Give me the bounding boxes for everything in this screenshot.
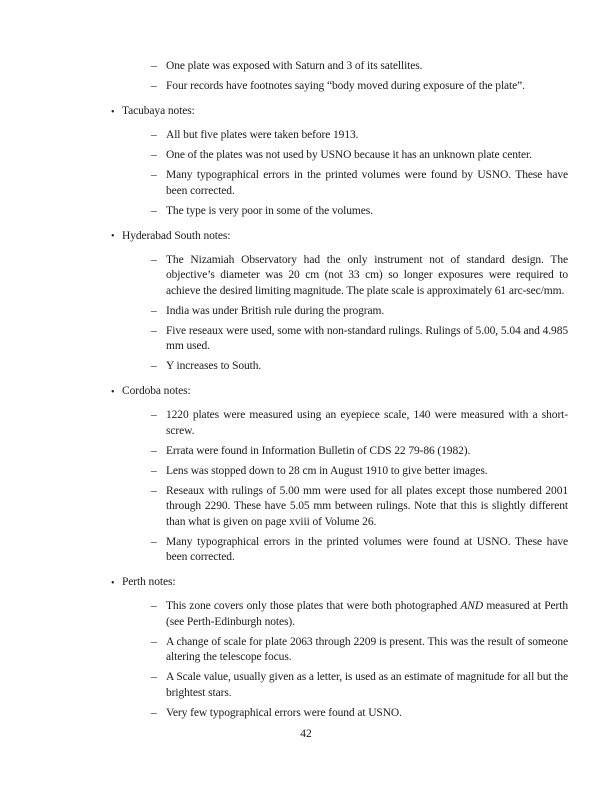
list-item-text-pre: This zone covers only those plates that were both photographed (166, 600, 461, 612)
list-item (151, 359, 568, 375)
dash-marker: – (151, 600, 157, 612)
list-item (151, 464, 568, 480)
list-item-text: One plate was exposed with Saturn and 3 of its satellites. (166, 60, 423, 72)
dash-marker: – (151, 324, 157, 337)
list-item (151, 408, 568, 439)
list-item-text: A change of scale for plate 2063 through 2209 is present. This was the result of someone altering the telescope focus. (166, 635, 568, 663)
section-label-text: Tacubaya notes: (122, 105, 195, 117)
dash-marker: – (151, 635, 157, 648)
dash-marker: – (151, 80, 157, 92)
bullet-marker: • (111, 577, 115, 589)
bullet-marker: • (111, 386, 115, 398)
list-item-text: The type is very poor in some of the volumes. (166, 204, 373, 217)
list-item-text: The Nizamiah Observatory had the only instrument not of standard design. The objective’s diameter was 20 cm (not 33 cm) so longer exposures were required to achieve the desired limiting magnitude. The plate scale is approximately 61 arc-sec/mm. (166, 253, 568, 297)
list-item-text: One of the plates was not used by USNO because it has an unknown plate center. (166, 149, 532, 161)
list-item-text-post: measured at Perth (see Perth-Edinburgh notes). (166, 600, 568, 628)
list-item (151, 324, 568, 355)
dash-marker: – (151, 671, 157, 683)
section-label (111, 229, 568, 245)
continued-item-list (122, 59, 568, 95)
dash-marker: – (151, 484, 157, 497)
section-label-text: Hyderabad South notes: (122, 229, 231, 242)
section-label-text: Perth notes: (122, 576, 176, 588)
dash-marker: – (151, 464, 157, 477)
dash-marker: – (151, 169, 157, 181)
dash-marker: – (151, 149, 157, 161)
list-item (151, 59, 568, 75)
section-label (111, 384, 568, 400)
bullet-marker: • (111, 106, 115, 118)
section-item-list (122, 128, 568, 219)
section-cordoba (111, 384, 568, 566)
list-item-text: 1220 plates were measured using an eyepiece scale, 140 were measured with a short-screw. (166, 409, 568, 437)
dash-marker: – (151, 129, 157, 141)
list-item (151, 253, 568, 300)
dash-marker: – (151, 360, 157, 372)
list-item (151, 204, 568, 220)
section-item-list (122, 253, 568, 375)
list-item-text: Lens was stopped down to 28 cm in August 1910 to give better images. (166, 464, 488, 477)
page-number: 42 (300, 728, 312, 740)
section-label (111, 575, 568, 591)
list-item-text: Y increases to South. (166, 360, 262, 372)
list-item (151, 444, 568, 460)
list-item (151, 148, 568, 164)
dash-marker: – (151, 706, 157, 719)
list-item-text-emphasis: AND (460, 600, 484, 612)
dash-marker: – (151, 444, 157, 457)
list-item-text: India was under British rule during the program. (166, 304, 385, 317)
list-item-text: Very few typographical errors were found at USNO. (166, 706, 402, 719)
list-item (151, 304, 568, 320)
bullet-marker: • (111, 231, 115, 242)
dash-marker: – (151, 304, 157, 317)
section-hyderabad-south (111, 229, 568, 375)
list-item (151, 635, 568, 666)
dash-marker: – (151, 535, 157, 548)
section-label (111, 104, 568, 120)
page-content (111, 59, 568, 721)
list-item-text: All but five plates were taken before 1913. (166, 129, 359, 141)
list-item (151, 670, 568, 701)
section-item-list (122, 599, 568, 721)
list-item-text: Many typographical errors in the printed volumes were found at USNO. These have been corrected. (166, 535, 568, 563)
section-tacubaya (111, 104, 568, 219)
list-item (151, 599, 568, 630)
list-item-text: A Scale value, usually given as a letter, is used as an estimate of magnitude for all but the brightest stars. (166, 671, 568, 699)
list-item (151, 168, 568, 199)
list-item (151, 706, 568, 722)
list-item (151, 535, 568, 566)
list-item-text: Reseaux with rulings of 5.00 mm were used for all plates except those numbered 2001 through 2290. These have 5.05 mm between rulings. Note that this is slightly different than what is given on page xviii of Volume 26. (166, 484, 568, 528)
list-item-text: Five reseaux were used, some with non-standard rulings. Rulings of 5.00, 5.04 and 4.985 mm used. (166, 324, 568, 352)
dash-marker: – (151, 253, 157, 266)
dash-marker: – (151, 60, 157, 72)
section-item-list (122, 408, 568, 566)
dash-marker: – (151, 409, 157, 421)
section-label-text: Cordoba notes: (122, 385, 191, 397)
list-item (151, 79, 568, 95)
list-item (151, 128, 568, 144)
list-item-text: Four records have footnotes saying “body moved during exposure of the plate”. (166, 80, 525, 92)
list-item-text: Many typographical errors in the printed volumes were found by USNO. These have been corrected. (166, 169, 568, 197)
section-perth (111, 575, 568, 721)
list-item (151, 484, 568, 531)
dash-marker: – (151, 204, 157, 217)
list-item-text: Errata were found in Information Bulletin of CDS 22 79-86 (1982). (166, 444, 471, 457)
